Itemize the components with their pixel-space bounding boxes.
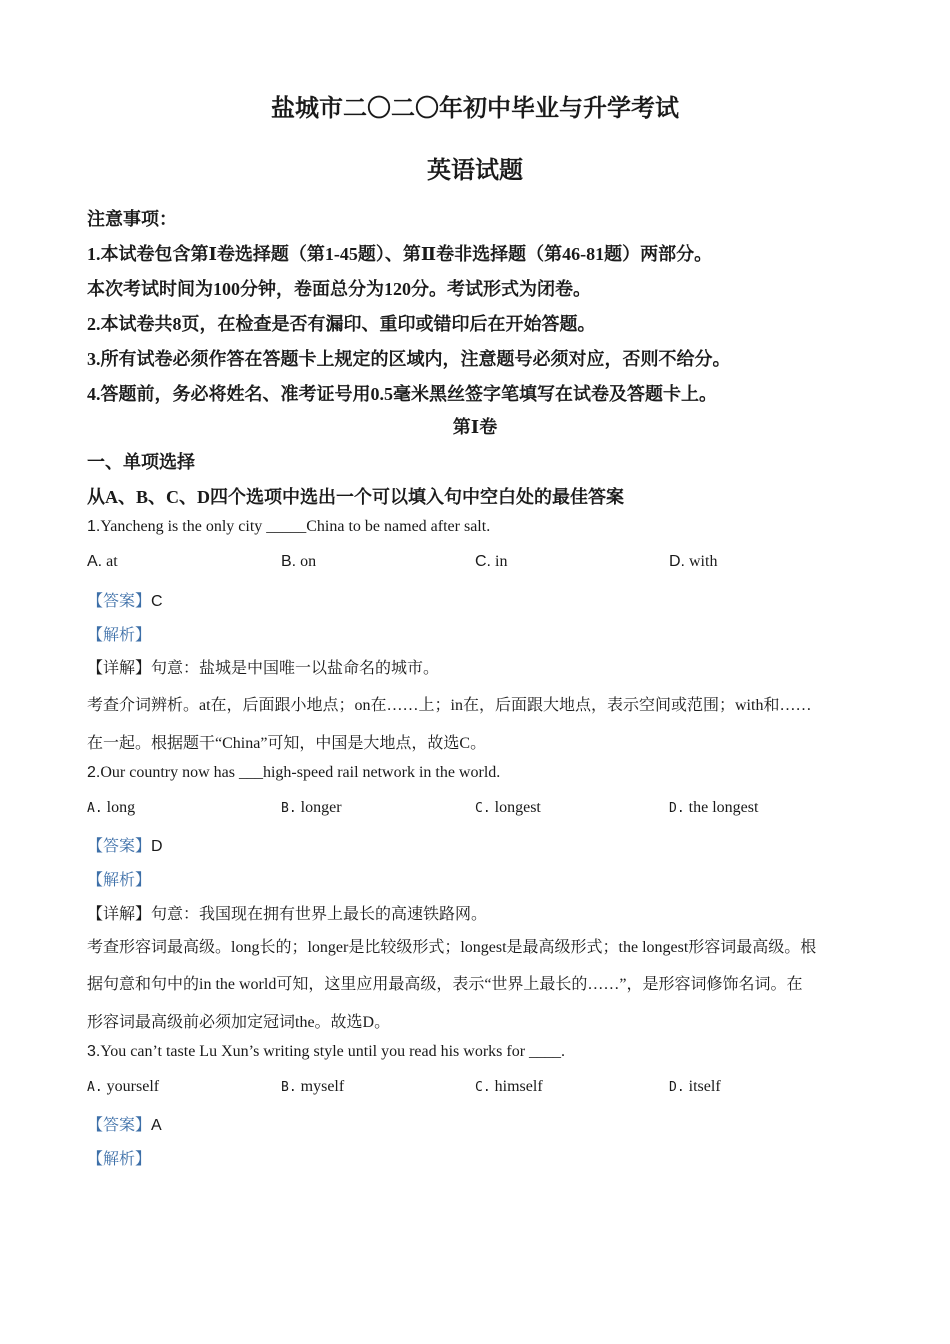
option-d	[669, 1078, 721, 1096]
option-text: with	[689, 553, 718, 570]
question-number: 3.	[87, 1043, 101, 1060]
option-letter: B.	[281, 801, 297, 816]
question-number: 1.	[87, 518, 101, 535]
option-text: the longest	[688, 799, 759, 816]
option-letter: C.	[475, 1080, 491, 1095]
option-c	[475, 553, 507, 571]
option-a	[87, 799, 135, 817]
part-instruction: 从A、B、C、D四个选项中选出一个可以填入句中空白处的最佳答案	[87, 487, 625, 507]
option-letter: A.	[87, 1080, 103, 1095]
notes-line: 3.所有试卷必须作答在答题卡上规定的区域内，注意题号必须对应，否则不给分。	[87, 349, 731, 369]
option-letter: B.	[281, 1080, 297, 1095]
answer-line	[87, 588, 163, 611]
option-letter: C.	[475, 553, 491, 570]
explain-line: 考查介词辨析。at在，后面跟小地点；on在……上；in在，后面跟大地点，表示空间或范围；with和……	[87, 697, 812, 714]
question-number: 2.	[87, 764, 101, 781]
option-letter: D.	[669, 801, 685, 816]
answer-label: 【答案】	[87, 1117, 152, 1134]
option-d	[669, 553, 717, 571]
question-1-stem	[87, 518, 490, 536]
explain-line: 形容词最高级前必须加定冠词the。故选D。	[87, 1014, 391, 1031]
explain-line: 据句意和句中的in the world可知，这里应用最高级，表示“世界上最长的……”，是形容词修饰名词。在	[87, 976, 803, 993]
part-heading: 一、单项选择	[87, 452, 195, 472]
detail-label: 【详解】	[87, 660, 152, 677]
volume-heading: 第Ⅰ卷	[452, 417, 498, 437]
analysis-label: 【解析】	[87, 872, 152, 889]
option-b	[281, 799, 342, 817]
option-letter: D.	[669, 1080, 685, 1095]
question-3-stem	[87, 1043, 565, 1061]
option-text: at	[106, 553, 118, 570]
option-text: in	[495, 553, 508, 570]
option-text: myself	[300, 1078, 345, 1095]
analysis-label: 【解析】	[87, 1151, 152, 1168]
analysis-label: 【解析】	[87, 627, 152, 644]
detail-text: 句意：盐城是中国唯一以盐命名的城市。	[151, 660, 440, 677]
exam-title: 盐城市二〇二〇年初中毕业与升学考试	[271, 96, 679, 122]
option-letter: B.	[281, 553, 297, 570]
detail-line	[87, 655, 439, 678]
question-text: Yancheng is the only city _____China to be named after salt.	[100, 518, 491, 535]
detail-label: 【详解】	[87, 906, 152, 923]
option-text: yourself	[106, 1078, 160, 1095]
answer-label: 【答案】	[87, 838, 152, 855]
option-d	[669, 799, 758, 817]
option-letter: D.	[669, 553, 685, 570]
explain-line: 考查形容词最高级。long长的；longer是比较级形式；longest是最高级形式；the longest形容词最高级。根	[87, 939, 817, 956]
answer-value: D	[151, 838, 163, 855]
option-letter: C.	[475, 801, 491, 816]
notes-line: 4.答题前，务必将姓名、准考证号用0.5毫米黑丝签字笔填写在试卷及答题卡上。	[87, 384, 717, 404]
notes-heading: 注意事项：	[87, 209, 177, 229]
notes-line: 本次考试时间为100分钟，卷面总分为120分。考试形式为闭卷。	[87, 279, 591, 299]
option-letter: A.	[87, 801, 103, 816]
option-c	[475, 799, 541, 817]
option-a	[87, 553, 118, 571]
question-text: Our country now has ___high-speed rail network in the world.	[100, 764, 501, 781]
option-text: itself	[688, 1078, 721, 1095]
answer-line	[87, 833, 163, 856]
option-text: longest	[494, 799, 541, 816]
answer-value: C	[151, 593, 163, 610]
question-2-stem	[87, 764, 500, 782]
option-c	[475, 1078, 543, 1096]
exam-subtitle: 英语试题	[427, 158, 523, 184]
option-text: himself	[494, 1078, 543, 1095]
option-a	[87, 1078, 159, 1096]
option-text: on	[300, 553, 317, 570]
answer-label: 【答案】	[87, 593, 152, 610]
option-letter: A.	[87, 553, 103, 570]
notes-line: 1.本试卷包含第Ⅰ卷选择题（第1-45题）、第Ⅱ卷非选择题（第46-81题）两部分。	[87, 244, 713, 264]
detail-line	[87, 901, 487, 924]
option-text: long	[106, 799, 136, 816]
detail-text: 句意：我国现在拥有世界上最长的高速铁路网。	[151, 906, 488, 923]
notes-line: 2.本试卷共8页，在检查是否有漏印、重印或错印后在开始答题。	[87, 314, 596, 334]
question-text: You can’t taste Lu Xun’s writing style until you read his works for ____.	[100, 1043, 566, 1060]
answer-value: A	[151, 1117, 162, 1134]
explain-line: 在一起。根据题干“China”可知，中国是大地点，故选C。	[87, 735, 487, 752]
option-b	[281, 553, 316, 571]
option-b	[281, 1078, 344, 1096]
answer-line	[87, 1112, 162, 1135]
option-text: longer	[300, 799, 342, 816]
